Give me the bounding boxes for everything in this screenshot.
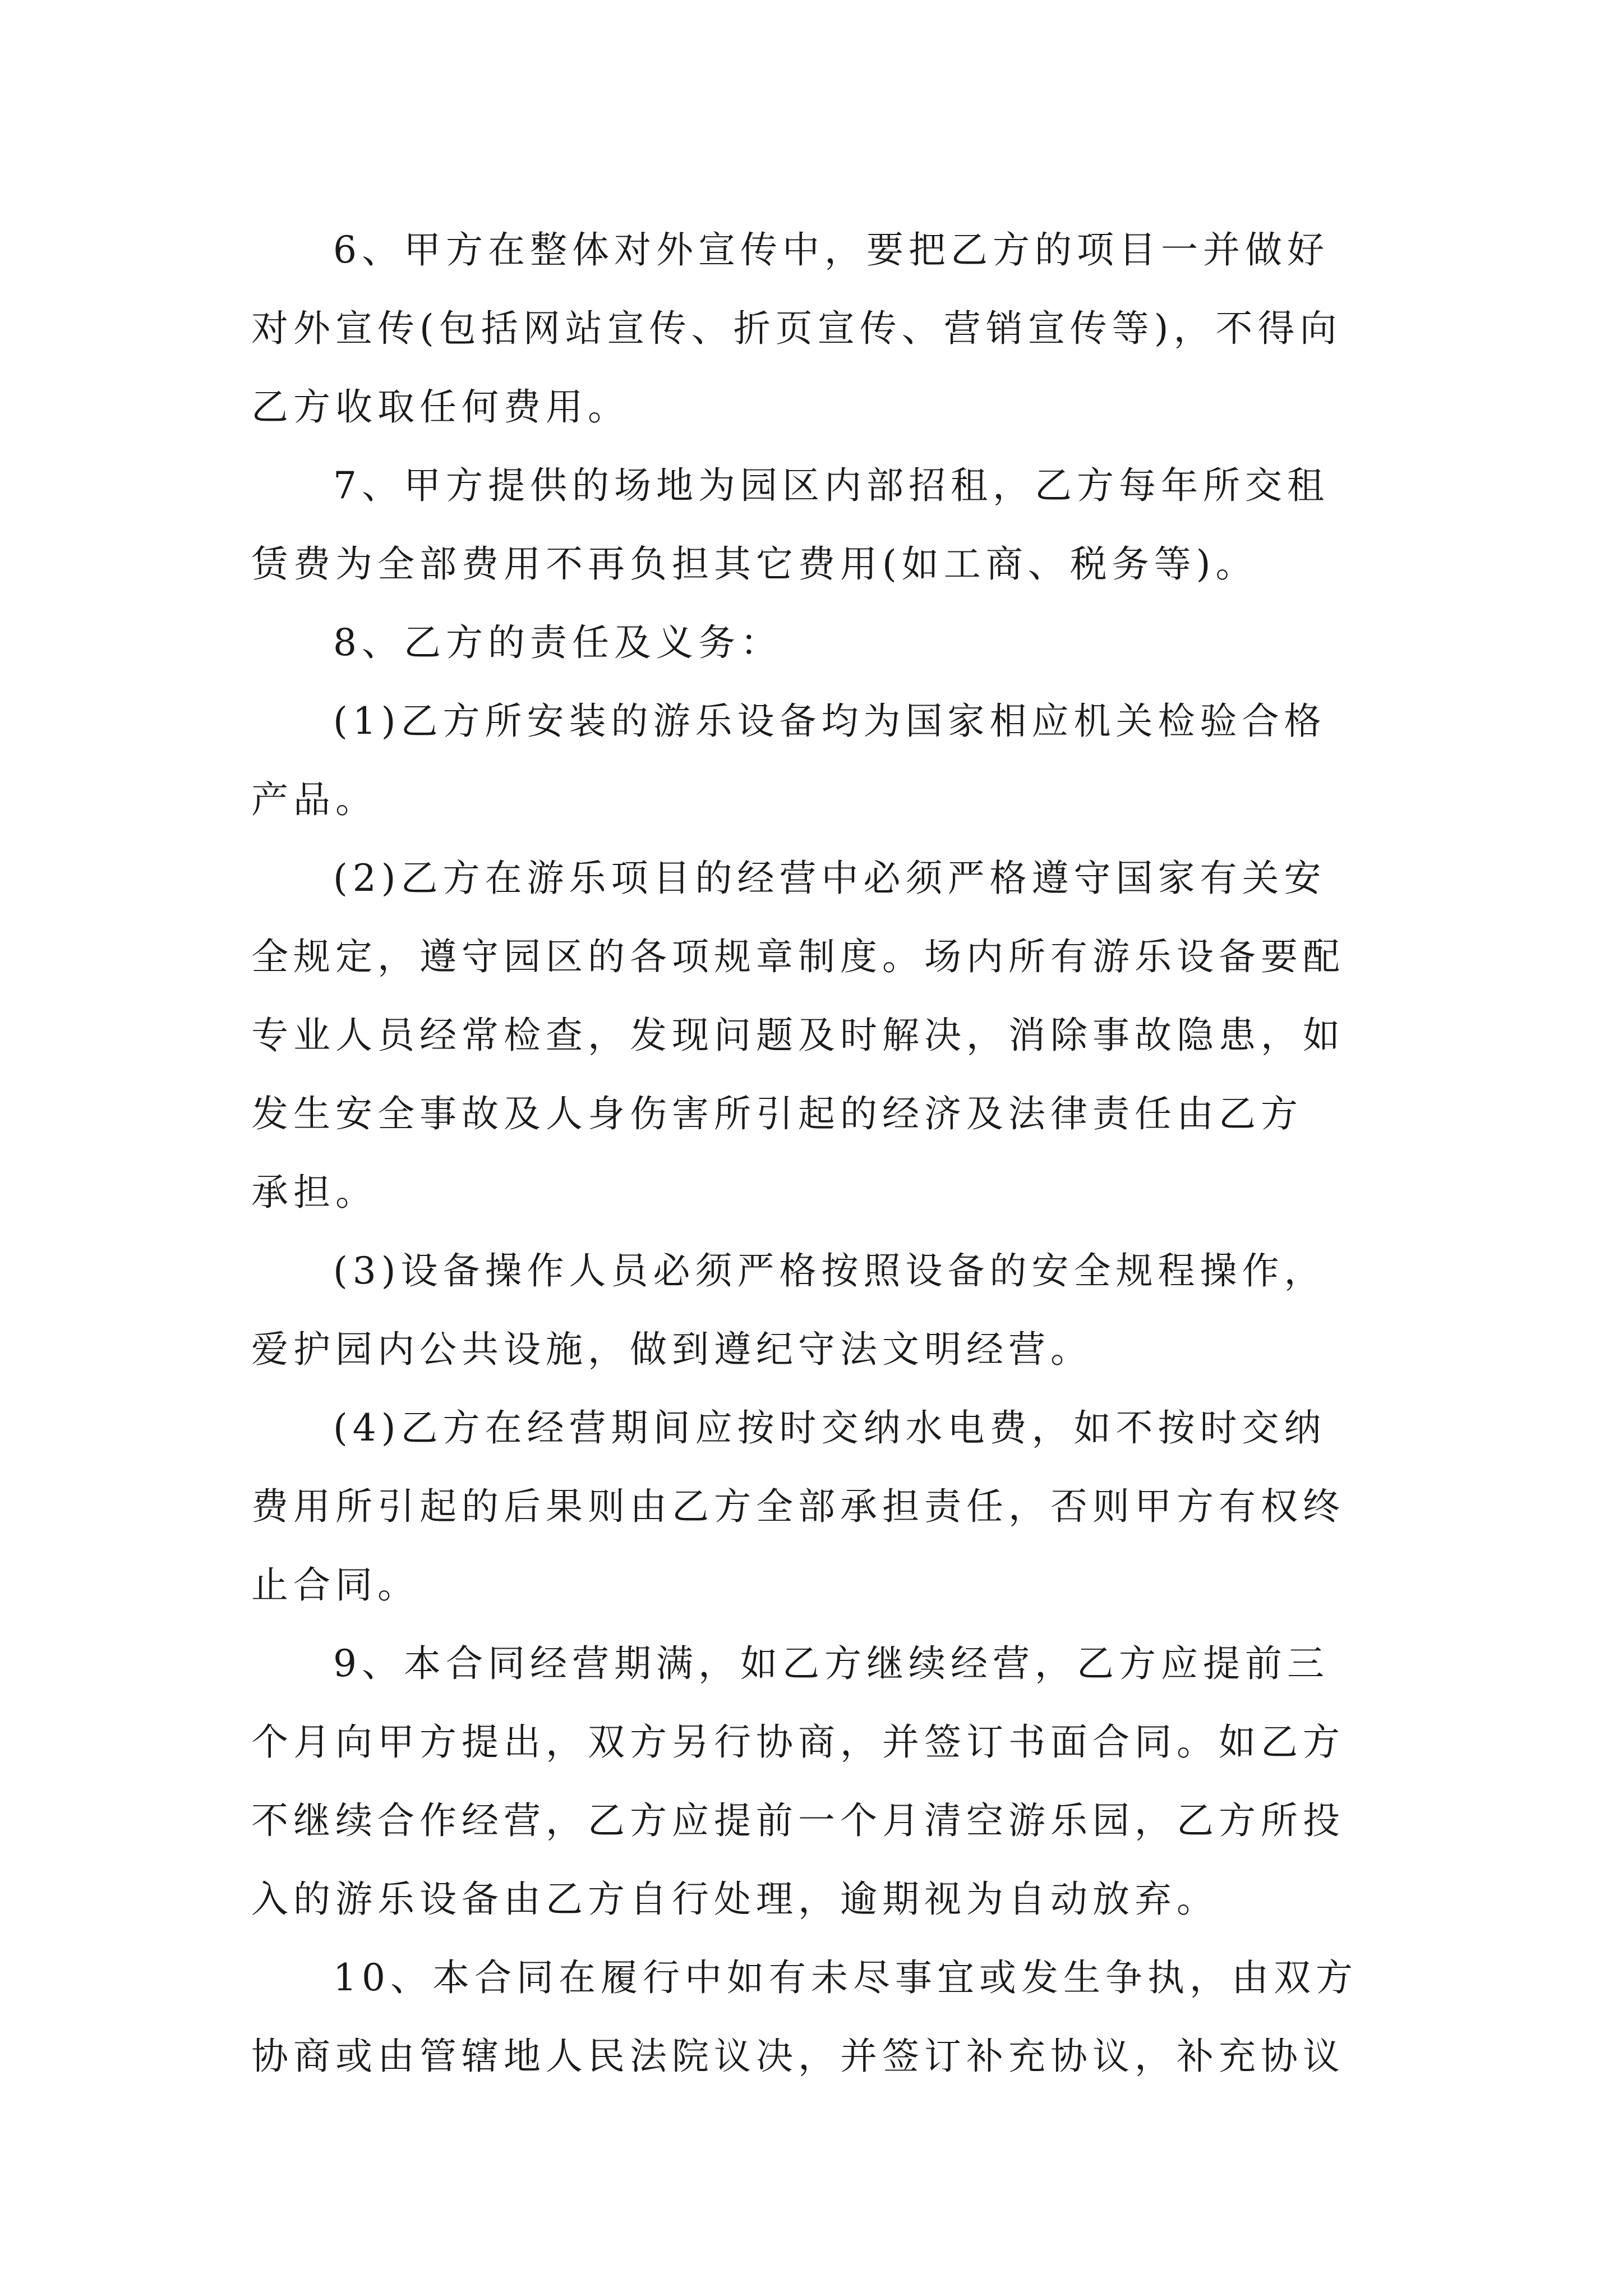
text-line: 8、乙方的责任及义务： [333,621,782,664]
text-line: 入的游乐设备由乙方自行处理，逾期视为自动放弃。 [251,1878,1219,1921]
text-line: 10、本合同在履行中如有未尽事宜或发生争执，由双方 [333,1956,1358,1999]
text-line: 发生安全事故及人身伤害所引起的经济及法律责任由乙方 [251,1092,1303,1135]
text-line: 9、本合同经营期满，如乙方继续经营，乙方应提前三 [333,1642,1329,1685]
text-line: 全规定，遵守园区的各项规章制度。场内所有游乐设备要配 [251,935,1345,978]
text-line: 协商或由管辖地人民法院议决，并签订补充协议，补充协议 [251,2035,1345,2078]
text-line: (3)设备操作人员必须严格按照设备的安全规程操作， [333,1249,1326,1292]
text-line: 专业人员经常检查，发现问题及时解决，消除事故隐患，如 [251,1014,1345,1057]
text-line: 7、甲方提供的场地为园区内部招租，乙方每年所交租 [333,464,1329,507]
text-line: (4)乙方在经营期间应按时交纳水电费，如不按时交纳 [333,1406,1326,1450]
text-line: 爱护园内公共设施，做到遵纪守法文明经营。 [251,1328,1092,1371]
text-line: 6、甲方在整体对外宣传中，要把乙方的项目一并做好 [333,228,1329,272]
text-line: (1)乙方所安装的游乐设备均为国家相应机关检验合格 [333,700,1326,743]
text-line: (2)乙方在游乐项目的经营中必须严格遵守国家有关安 [333,857,1326,900]
text-line: 承担。 [251,1171,377,1214]
text-line: 乙方收取任何费用。 [251,385,630,429]
text-line: 赁费为全部费用不再负担其它费用(如工商、税务等)。 [251,542,1258,586]
text-line: 个月向甲方提出，双方另行协商，并签订书面合同。如乙方 [251,1720,1345,1764]
text-line: 产品。 [251,778,377,821]
text-line: 费用所引起的后果则由乙方全部承担责任，否则甲方有权终 [251,1485,1345,1528]
text-line: 止合同。 [251,1563,419,1607]
text-line: 不继续合作经营，乙方应提前一个月清空游乐园，乙方所投 [251,1799,1345,1842]
text-line: 对外宣传(包括网站宣传、折页宣传、营销宣传等)，不得向 [251,307,1342,350]
